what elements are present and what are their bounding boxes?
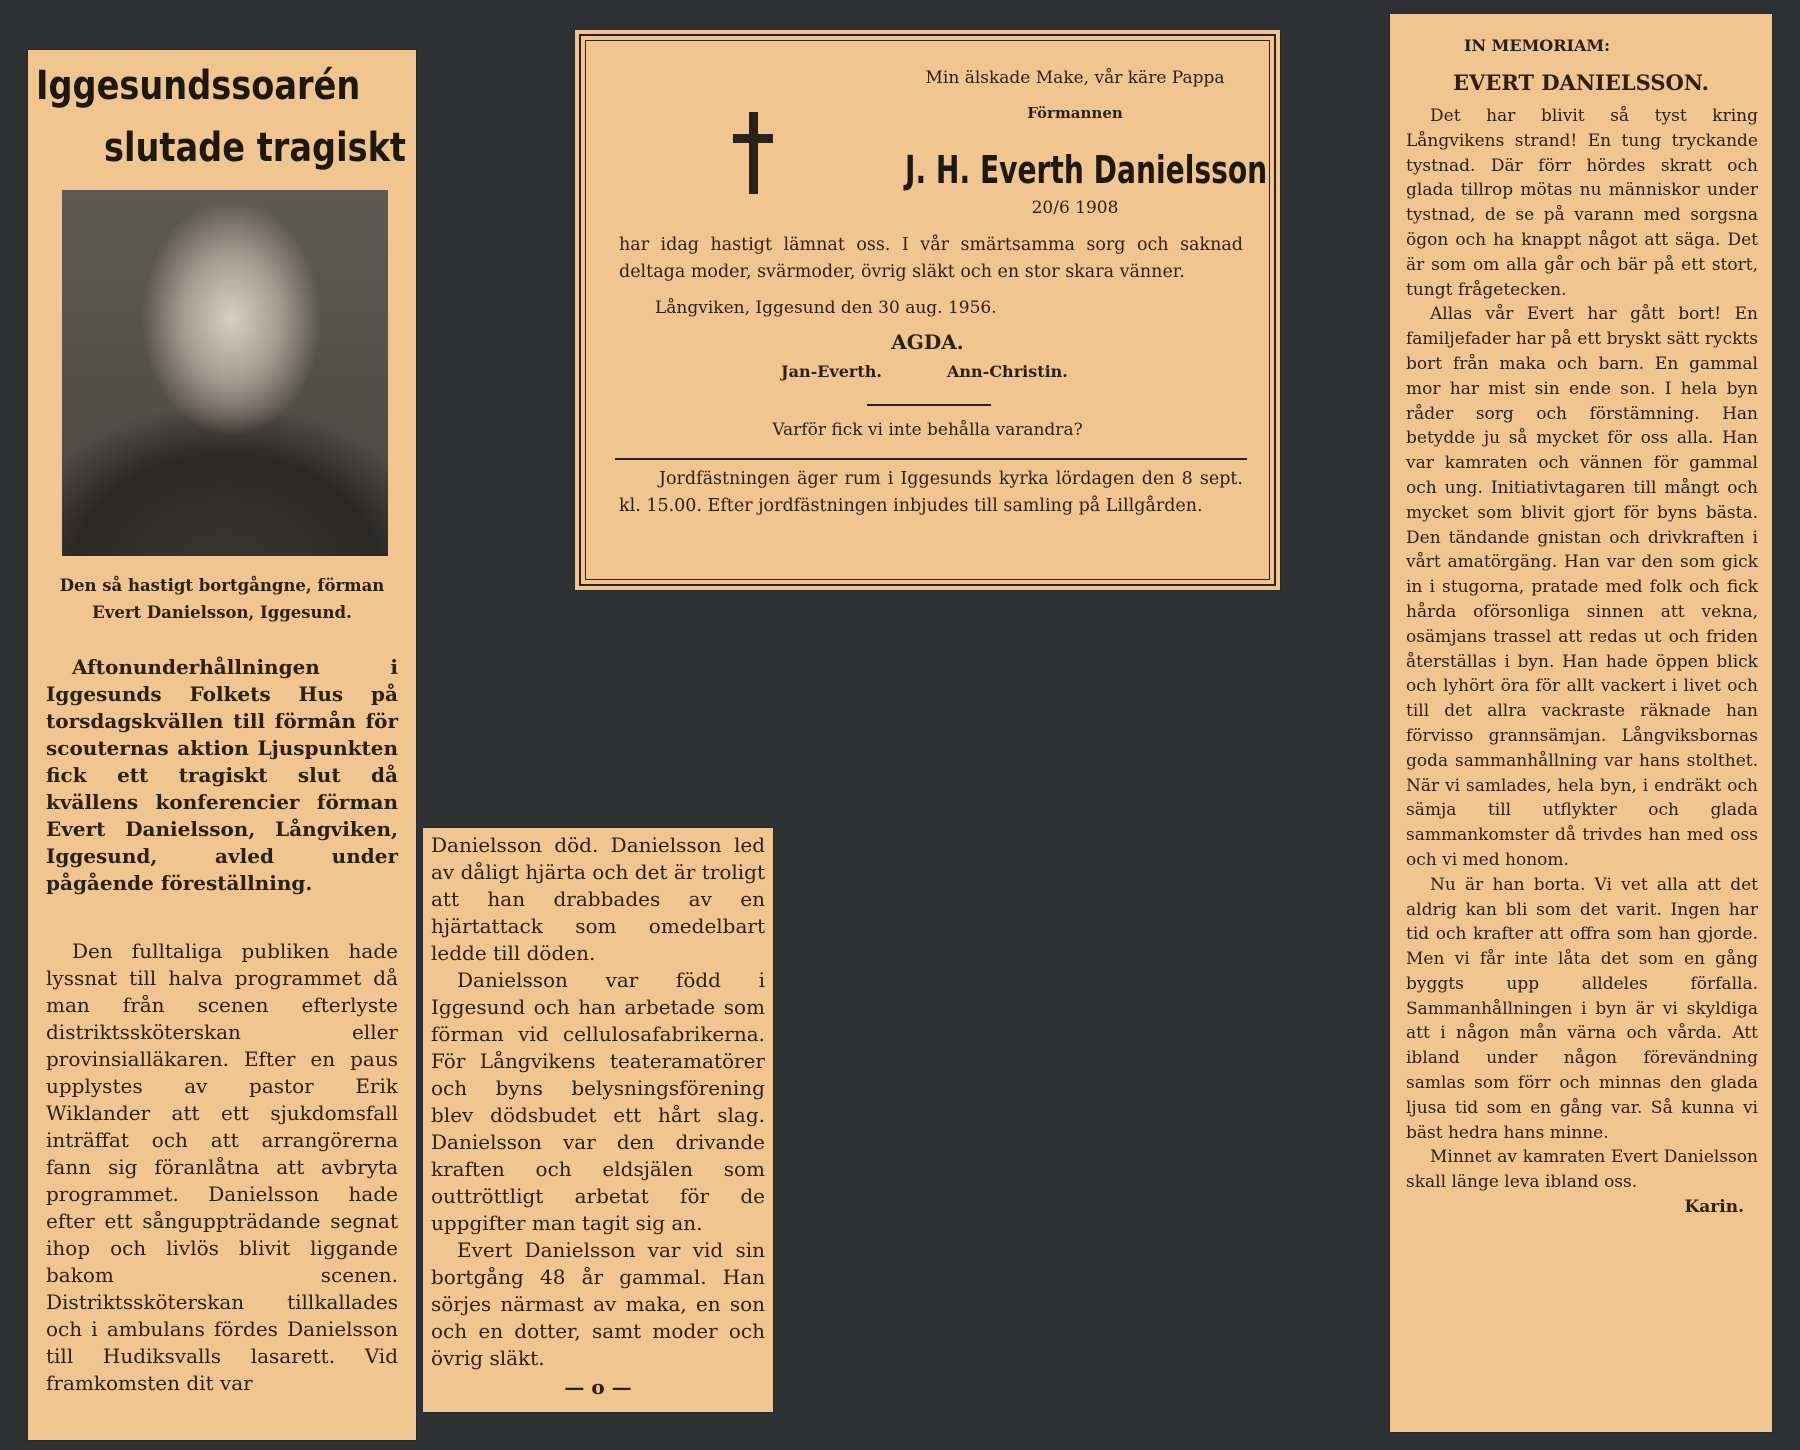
memoriam-para-1: Det har blivit så tyst kring Långvikens strand! En tung tryckande tystnad. Där förr hördes skratt och glada tillrop mötas nu människor under tystnad, de se på varann med sorgsna ögon och ha knappt något att säga. Det är som om alla går och bär på ett stort, tungt frågetecken.	[1406, 106, 1758, 300]
continuation-para-3: Evert Danielsson var vid sin bortgång 48 år gammal. Han sörjes närmast av maka, en son och en dotter, samt moder och övrig släkt.	[431, 1238, 765, 1370]
photo-caption	[38, 572, 406, 626]
article-lead: Aftonunderhållningen i Iggesunds Folkets Hus på torsdagskvällen till förmån för scouternas aktion Ljuspunkten fick ett tragiskt slut då kvällens konferencier förman Evert Danielsson, Långviken, Iggesund, avled under pågående föreställning.	[46, 655, 398, 895]
article-body-text: Den fulltaliga publiken hade lyssnat till halva programmet då man från scenen efterlyste distriktssköterskan eller provinsialläkaren. Efter en paus upplystes av pastor Erik Wiklander att ett sjukdomsfall inträffat och att arrangörerna fann sig föranlåtna att avbryta programmet. Danielsson hade efter ett sånguppträdande segnat ihop och livlös blivit liggande bakom scenen. Distriktssköterskan tillkallades och i ambulans fördes Danielsson till Hudiksvalls lasarett. Vid framkomsten dit var	[46, 939, 398, 1395]
memoriam-kicker: IN MEMORIAM:	[1464, 36, 1611, 55]
notice-text: har idag hastigt lämnat oss. I vår smärtsamma sorg och saknad deltaga moder, svärmoder, övrig släkt och en stor skara vänner.	[619, 235, 1243, 282]
memoriam-body	[1406, 104, 1758, 1220]
notice-birth-date: 20/6 1908	[1031, 198, 1119, 218]
portrait-photo	[62, 190, 388, 556]
photo-caption-line-2: Evert Danielsson, Iggesund.	[92, 603, 352, 622]
notice-child-1: Jan-Everth.	[781, 362, 882, 381]
cross-icon	[733, 112, 773, 192]
notice-place-date: Långviken, Iggesund den 30 aug. 1956.	[655, 298, 997, 318]
notice-divider	[615, 458, 1247, 460]
clipping-article-continuation	[423, 828, 773, 1412]
notice-opening: Min älskade Make, vår käre Pappa	[925, 68, 1225, 88]
photo-caption-line-1: Den så hastigt bortgångne, förman	[59, 576, 385, 595]
notice-child-2: Ann-Christin.	[947, 362, 1068, 381]
notice-title: Förmannen	[1027, 104, 1123, 122]
memoriam-para-2: Allas vår Evert har gått bort! En familjefader har på ett bryskt sätt ryckts bort från maka och barn. En gammal mor har mist sin ende son. I hela byn råder sorg och förstämning. Han betydde ju så mycket för oss alla. Han var kamraten och vännen för gammal och ung. Initiativtagaren till mångt och mycket som blivit gjort för byns bästa. Den tändande gnistan och drivkraften i vårt amatörgäng. Han var den som gick in i stugorna, pratade med folk och fick hårda oförsonliga sinnen att vekna, osämjans trassel att redas ut och friden återställas i byn. Han hade öppen blick och lyhört öra för allt vackert i livet och till det allra vackraste räknade han förvisso grannsämjan. Långviksbornas goda sammanhållning var hans stolthet. När vi samlades, hela byn, i endräkt och sämja till utflykter och glada sammankomster då trivdes han med oss och vi med honom.	[1406, 304, 1758, 870]
memoriam-para-3: Nu är han borta. Vi vet alla att det aldrig kan bli som det varit. Ingen har tid och krafter att offra som han gjorde. Men vi får inte låta det som en gång byggts upp alldeles förfalla. Sammanhållningen i byn är vi skyldiga att i någon mån värna och vårda. Att ibland under någon förevändning samlas som förr och minnas den glada ljusa tid som en gång var. Så kunna vi bäst hedra hans minne.	[1406, 874, 1758, 1143]
headline-line-2: slutade tragiskt	[104, 125, 406, 171]
notice-quote: Varför fick vi inte behålla varandra?	[772, 420, 1083, 440]
memoriam-title: EVERT DANIELSSON.	[1453, 70, 1709, 95]
continuation-para-1: Danielsson död. Danielsson led av dåligt hjärta och det är troligt att han drabbades av en hjärtattack som omedelbart ledde till döden.	[431, 833, 765, 965]
notice-signer: AGDA.	[891, 330, 964, 354]
clipping-death-notice	[575, 30, 1280, 590]
continuation-para-2: Danielsson var född i Iggesund och han arbetade som förman vid cellulosafabrikerna. För Långvikens teateramatörer och byns belysningsförening blev dödsbudet ett hårt slag. Danielsson var den drivande kraften och eldsjälen som outtröttligt arbetat för de uppgifter man tagit sig an.	[431, 968, 765, 1235]
clipping-news-article	[28, 50, 416, 1440]
clipping-in-memoriam	[1390, 14, 1772, 1432]
continuation-body	[431, 832, 765, 1401]
headline-line-1: Iggesundssoarén	[36, 63, 361, 109]
memoriam-signature: Karin.	[1684, 1197, 1744, 1218]
memoriam-para-4: Minnet av kamraten Evert Danielsson skall länge leva ibland oss.	[1406, 1147, 1758, 1193]
notice-funeral-info: Jordfästningen äger rum i Iggesunds kyrka lördagen den 8 sept. kl. 15.00. Efter jordfästningen inbjudes till samling på Lillgården.	[619, 469, 1243, 516]
article-end-mark: — o —	[564, 1375, 632, 1399]
article-body	[46, 938, 398, 1397]
notice-deceased-name: J. H. Everth Danielsson	[905, 148, 1268, 192]
notice-short-rule	[867, 404, 991, 406]
